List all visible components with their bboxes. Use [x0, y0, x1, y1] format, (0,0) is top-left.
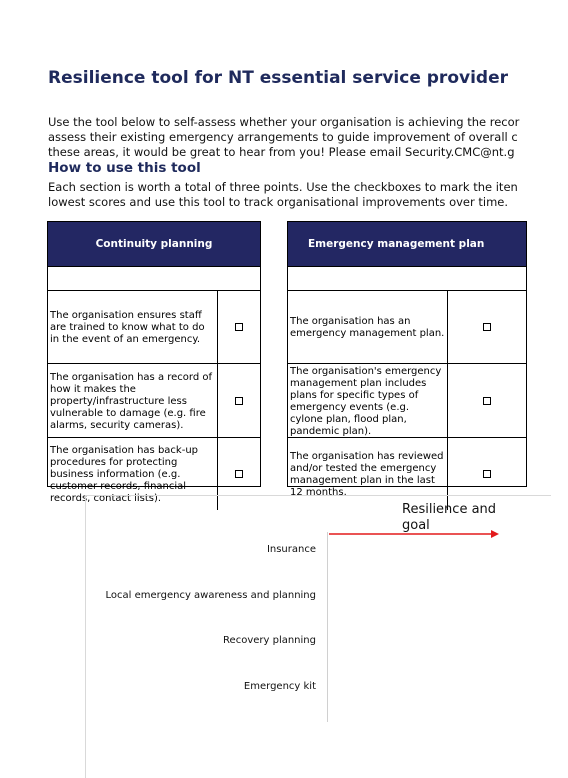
category-label: Recovery planning [223, 635, 316, 646]
category-label: Local emergency awareness and planning [105, 590, 316, 601]
checklist-row [48, 364, 260, 438]
intro-line: Use the tool below to self-assess whether your organisation is achieving the recor [48, 115, 520, 129]
category-axis [327, 532, 328, 722]
checklist-item-text: The organisation has a record of how it makes the property/infrastructure less vulnerable to damage (e.g. fire alarms, security cameras). [48, 364, 218, 437]
panel-spacer [288, 267, 526, 291]
checklist-item-text: The organisation has an emergency management plan. [288, 291, 448, 363]
panel-header: Emergency management plan [288, 222, 526, 267]
checklist-item-text: The organisation ensures staff are trained to know what to do in the event of an emergency. [48, 291, 218, 363]
intro-line: these areas, it would be great to hear from you! Please email Security.CMC@nt.g [48, 145, 515, 159]
checklist-item-text: The organisation's emergency management plan includes plans for specific types of emergency events (e.g. cylone plan, flood plan, pandemic plan). [288, 364, 448, 437]
checkbox[interactable] [235, 470, 243, 478]
category-label: Emergency kit [243, 681, 316, 692]
intro-paragraph [48, 115, 568, 160]
chart-svg [86, 496, 551, 778]
intro-line: assess their existing emergency arrangements to guide improvement of overall c [48, 130, 518, 144]
chart-title-line: Resilience and [402, 502, 497, 517]
checkbox[interactable] [235, 323, 243, 331]
panel-header: Continuity planning [48, 222, 260, 267]
how-to-paragraph [48, 180, 518, 210]
checkbox[interactable] [235, 397, 243, 405]
how-to-heading: How to use this tool [48, 160, 201, 176]
emergency-management-plan-panel [287, 221, 527, 498]
checkbox[interactable] [483, 470, 491, 478]
resilience-chart [85, 495, 551, 778]
checkbox[interactable] [483, 323, 491, 331]
checklist-item-text: The organisation has back-up procedures for protecting business information (e.g. customer records, financial records, contact lists). [48, 438, 218, 510]
how-to-line: Each section is worth a total of three points. Use the checkboxes to mark the iten [48, 180, 518, 194]
chart-title-line: goal [402, 518, 430, 533]
panel-spacer [48, 267, 260, 291]
checklist-row [48, 291, 260, 364]
goal-arrow-icon [491, 530, 499, 538]
continuity-planning-panel [47, 221, 261, 504]
checklist-item-text: The organisation has reviewed and/or tested the emergency management plan in the last 12 months. [288, 438, 448, 510]
checklist-row [288, 291, 526, 364]
category-label: Insurance [266, 544, 316, 555]
how-to-line: lowest scores and use this tool to track organisational improvements over time. [48, 195, 509, 209]
page-title: Resilience tool for NT essential service provider [48, 68, 508, 88]
checkbox[interactable] [483, 397, 491, 405]
checklist-row [288, 364, 526, 438]
